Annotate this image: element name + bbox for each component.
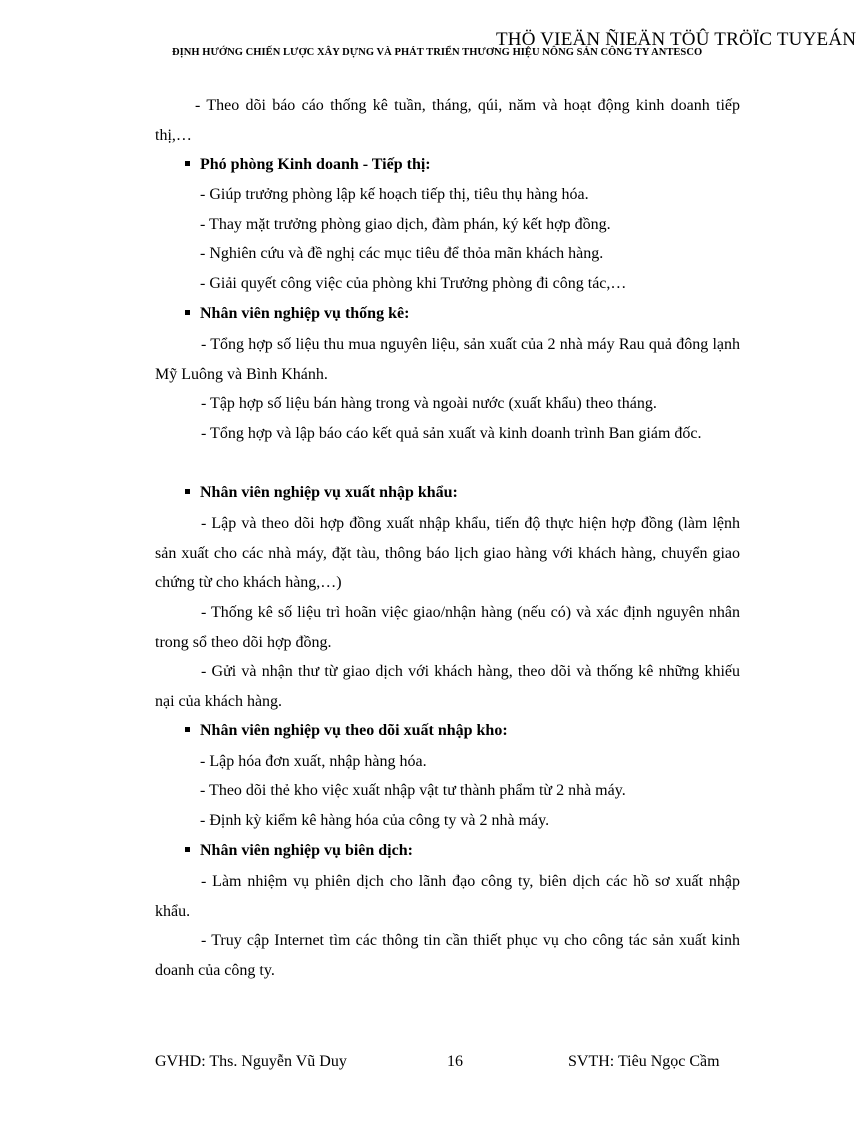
list-item: - Thay mặt trưởng phòng giao dịch, đàm phán, ký kết hợp đồng. [200, 216, 611, 233]
section-2-title: Nhân viên nghiệp vụ thống kê: [200, 305, 410, 322]
paragraph: - Tổng hợp và lập báo cáo kết quả sản xuất và kinh doanh trình Ban giám đốc. [201, 425, 702, 442]
list-item: - Theo dõi thẻ kho việc xuất nhập vật tư thành phẩm từ 2 nhà máy. [200, 782, 626, 799]
square-bullet-icon [185, 310, 190, 315]
list-item: - Nghiên cứu và đề nghị các mục tiêu để thỏa mãn khách hàng. [200, 245, 604, 262]
list-item: - Giải quyết công việc của phòng khi Trưởng phòng đi công tác,… [200, 275, 627, 292]
intro-paragraph: - Theo dõi báo cáo thống kê tuần, tháng, qúi, năm và hoạt động kinh doanh tiếp thị,… [155, 97, 740, 144]
paragraph: - Làm nhiệm vụ phiên dịch cho lãnh đạo công ty, biên dịch các hồ sơ xuất nhập khẩu. [155, 873, 740, 920]
section-3-heading [185, 478, 458, 508]
header-title: ĐỊNH HƯỚNG CHIẾN LƯỢC XÂY DỰNG VÀ PHÁT TRIỂN THƯƠNG HIỆU NÔNG SẢN CÔNG TY ANTESCO [172, 47, 703, 58]
square-bullet-icon [185, 727, 190, 732]
footer-page-number: 16 [447, 1053, 463, 1070]
list-item: - Giúp trưởng phòng lập kế hoạch tiếp thị, tiêu thụ hàng hóa. [200, 186, 589, 203]
footer-advisor: GVHD: Ths. Nguyễn Vũ Duy [155, 1053, 347, 1070]
section-1-title: Phó phòng Kinh doanh - Tiếp thị: [200, 156, 431, 173]
list-item: - Định kỳ kiểm kê hàng hóa của công ty và 2 nhà máy. [200, 812, 550, 829]
square-bullet-icon [185, 847, 190, 852]
section-4-title: Nhân viên nghiệp vụ theo dõi xuất nhập kho: [200, 722, 508, 739]
section-2-heading [185, 299, 409, 329]
paragraph: - Truy cập Internet tìm các thông tin cần thiết phục vụ cho công tác sản xuất kinh doanh của công ty. [155, 932, 740, 979]
list-item: - Lập hóa đơn xuất, nhập hàng hóa. [200, 753, 427, 770]
footer-student: SVTH: Tiêu Ngọc Cầm [568, 1053, 720, 1070]
paragraph: - Gửi và nhận thư từ giao dịch với khách hàng, theo dõi và thống kê những khiếu nại của khách hàng. [155, 663, 740, 710]
header-watermark: THÖ VIEÄN ÑIEÄN TÖÛ TRÖÏC TUYEÁN [496, 29, 856, 50]
section-3-title: Nhân viên nghiệp vụ xuất nhập khẩu: [200, 484, 458, 501]
section-5-heading [185, 836, 413, 866]
section-4-heading [185, 716, 508, 746]
section-5-title: Nhân viên nghiệp vụ biên dịch: [200, 842, 413, 859]
square-bullet-icon [185, 161, 190, 166]
square-bullet-icon [185, 489, 190, 494]
list-item: - Tập hợp số liệu bán hàng trong và ngoài nước (xuất khẩu) theo tháng. [201, 395, 657, 412]
section-1-heading [185, 150, 431, 180]
paragraph: - Tổng hợp số liệu thu mua nguyên liệu, sản xuất của 2 nhà máy Rau quả đông lạnh Mỹ Luông và Bình Khánh. [155, 336, 740, 383]
paragraph: - Thống kê số liệu trì hoãn việc giao/nhận hàng (nếu có) và xác định nguyên nhân trong sổ theo dõi hợp đồng. [155, 604, 740, 651]
paragraph: - Lập và theo dõi hợp đồng xuất nhập khẩu, tiến độ thực hiện hợp đồng (làm lệnh sản xuất cho các nhà máy, đặt tàu, thông báo lịch giao hàng với khách hàng, chuyển giao chứng từ cho khách hàng,…) [155, 515, 740, 591]
